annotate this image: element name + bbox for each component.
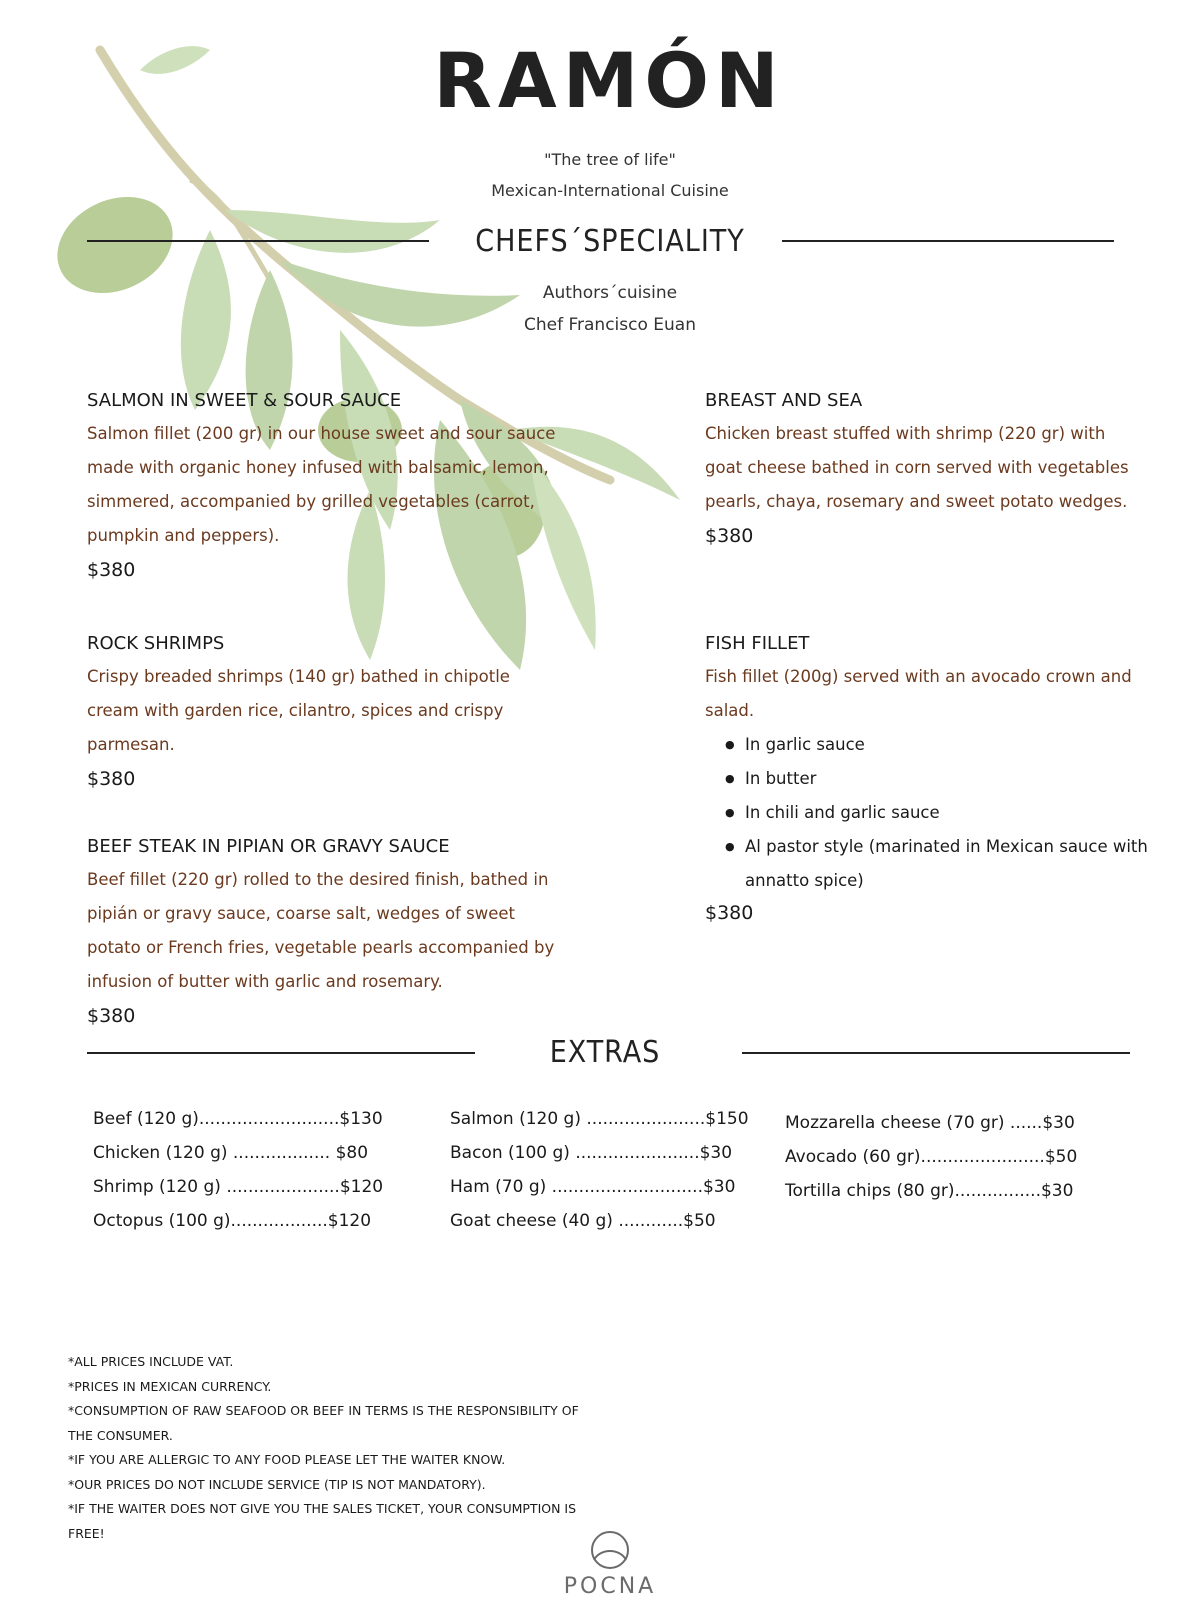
cuisine-type: Mexican-International Cuisine: [491, 181, 729, 200]
dish-description: Chicken breast stuffed with shrimp (220 gr) with goat cheese bathed in corn served with vegetables pearls, chaya, rosemary and sweet potato wedges.: [705, 424, 1129, 511]
sauce-options-list: [705, 728, 1155, 898]
dish-description: Beef fillet (220 gr) rolled to the desired finish, bathed in pipián or gravy sauce, coarse salt, wedges of sweet potato or French fries, vegetable pearls accompanied by infusion of butter with garlic and rosemary.: [87, 870, 555, 991]
dish-rock-shrimps: [87, 633, 557, 790]
sauce-option: ● In chili and garlic sauce: [705, 796, 1155, 830]
divider-left: [87, 1052, 475, 1054]
extras-column-2: [450, 1102, 749, 1238]
extra-item: Bacon (100 g) .......................$30: [450, 1143, 733, 1163]
sauce-option: ● In garlic sauce: [705, 728, 1155, 762]
dish-price: $380: [705, 902, 754, 924]
dish-beef-steak: [87, 836, 557, 1027]
footnotes: [68, 1350, 588, 1546]
extras-column-3: [785, 1106, 1077, 1208]
extra-item: Avocado (60 gr).......................$50: [785, 1147, 1078, 1167]
olive-branch-illustration: [40, 30, 700, 710]
footnote: *ALL PRICES INCLUDE VAT.: [68, 1354, 234, 1369]
footnote: *IF THE WAITER DOES NOT GIVE YOU THE SALES TICKET, YOUR CONSUMPTION IS FREE!: [68, 1501, 577, 1541]
divider-right: [782, 240, 1114, 242]
dish-name: FISH FILLET: [705, 633, 810, 654]
divider-right: [742, 1052, 1130, 1054]
sauce-option: ● Al pastor style (marinated in Mexican sauce with annatto spice): [705, 830, 1155, 898]
extra-item: Beef (120 g)..........................$130: [93, 1109, 383, 1129]
dish-price: $380: [705, 525, 754, 547]
dish-name: BEEF STEAK IN PIPIAN OR GRAVY SAUCE: [87, 836, 450, 857]
dish-breast-and-sea: [705, 390, 1145, 547]
extra-item: Octopus (100 g)..................$120: [93, 1211, 372, 1231]
pocna-logo-icon: [588, 1530, 632, 1570]
footnote: *OUR PRICES DO NOT INCLUDE SERVICE (TIP IS NOT MANDATORY).: [68, 1476, 486, 1492]
extra-item: Tortilla chips (80 gr)................$30: [785, 1181, 1074, 1201]
dish-price: $380: [87, 559, 136, 581]
section-title-specialty: CHEFS´SPECIALITY: [475, 224, 745, 259]
sauce-option: ● In butter: [705, 762, 1155, 796]
footnote: *IF YOU ARE ALLERGIC TO ANY FOOD PLEASE LET THE WAITER KNOW.: [68, 1452, 506, 1467]
restaurant-brand-logo: RAMÓN: [433, 36, 785, 125]
footnote: *CONSUMPTION OF RAW SEAFOOD OR BEEF IN TERMS IS THE RESPONSIBILITY OF THE CONSUMER.: [68, 1403, 579, 1443]
section-title-extras: EXTRAS: [549, 1035, 661, 1070]
dish-salmon: [87, 390, 557, 581]
pocna-logo-text: POCNA: [563, 1574, 657, 1599]
motto: "The tree of life": [544, 150, 676, 169]
extra-item: Ham (70 g) ............................$30: [450, 1177, 736, 1197]
dish-description: Salmon fillet (200 gr) in our house sweet and sour sauce made with organic honey infused with balsamic, lemon, simmered, accompanied by grilled vegetables (carrot, pumpkin and peppers).: [87, 424, 556, 545]
chef-name: Chef Francisco Euan: [523, 315, 696, 335]
dish-price: $380: [87, 1005, 136, 1027]
dish-fish-fillet: [705, 633, 1155, 924]
footnote: *PRICES IN MEXICAN CURRENCY.: [68, 1378, 272, 1394]
dish-price: $380: [87, 768, 136, 790]
dish-description: Crispy breaded shrimps (140 gr) bathed in chipotle cream with garden rice, cilantro, spices and crispy parmesan.: [87, 667, 510, 754]
extra-item: Mozzarella cheese (70 gr) ......$30: [785, 1113, 1075, 1133]
dish-name: BREAST AND SEA: [705, 390, 863, 411]
extra-item: Goat cheese (40 g) ............$50: [450, 1211, 716, 1231]
extras-column-1: [93, 1102, 383, 1238]
dish-description: Fish fillet (200g) served with an avocado crown and salad.: [705, 667, 1132, 720]
extra-item: Shrimp (120 g) .....................$120: [93, 1177, 384, 1197]
dish-name: SALMON IN SWEET & SOUR SAUCE: [87, 390, 402, 411]
dish-name: ROCK SHRIMPS: [87, 633, 225, 654]
specialty-subtitle: Authors´cuisine: [542, 283, 678, 303]
divider-left: [87, 240, 429, 242]
extra-item: Chicken (120 g) .................. $80: [93, 1143, 369, 1163]
extra-item: Salmon (120 g) ......................$150: [450, 1109, 749, 1129]
